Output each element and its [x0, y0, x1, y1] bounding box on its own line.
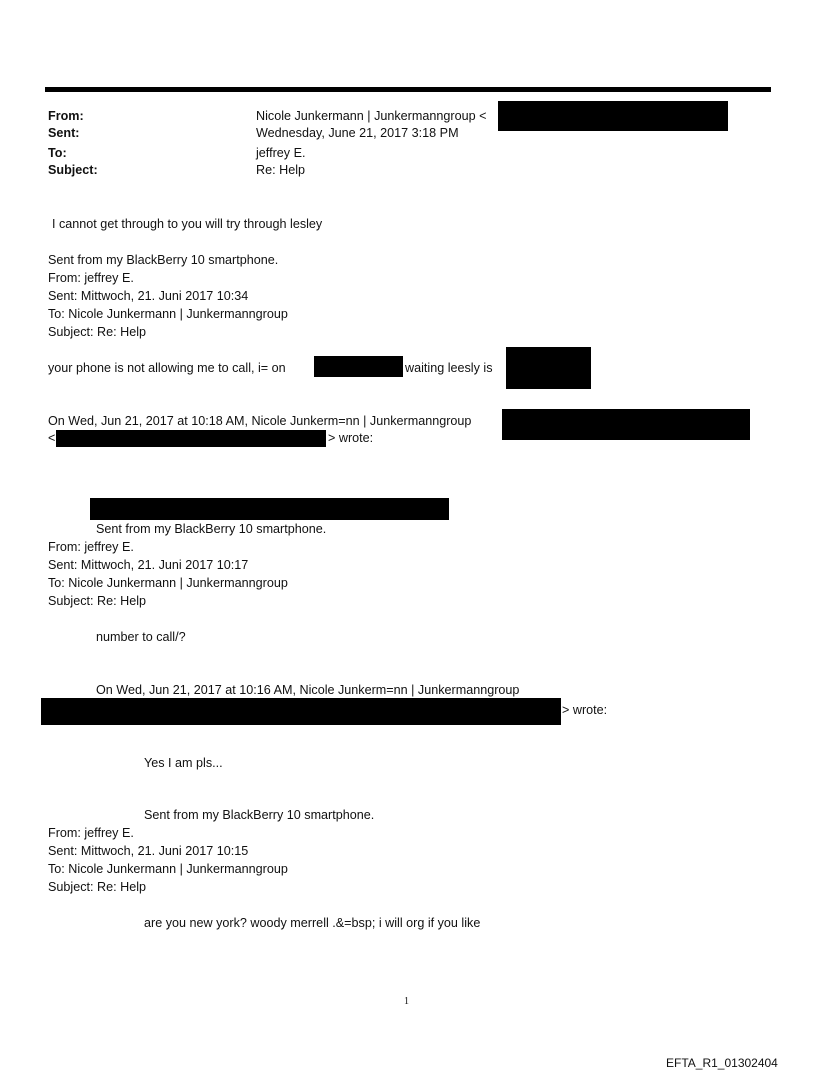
redaction-phone-1: [314, 356, 403, 377]
q3-from: From: jeffrey E.: [48, 826, 134, 840]
redaction-email-2: [56, 430, 326, 447]
q2-message: number to call/?: [96, 630, 186, 644]
body-line-1: I cannot get through to you will try through lesley: [52, 217, 323, 231]
q2-from: From: jeffrey E.: [48, 540, 134, 554]
redaction-phone-2: [506, 347, 591, 389]
sent-label: Sent:: [48, 126, 80, 140]
q2-subject: Subject: Re: Help: [48, 594, 147, 608]
document-id: EFTA_R1_01302404: [666, 1056, 778, 1070]
subject-value: Re: Help: [256, 163, 305, 177]
q1-on-wrote-line: On Wed, Jun 21, 2017 at 10:18 AM, Nicole Junkerm=nn | Junkermanngroup: [48, 414, 472, 428]
q1-subject: Subject: Re: Help: [48, 325, 147, 339]
q3-message: Yes I am pls...: [144, 756, 223, 770]
q3-to: To: Nicole Junkermann | Junkermanngroup: [48, 862, 288, 876]
redaction-from-email: [498, 101, 728, 131]
page-number: 1: [404, 996, 409, 1007]
redaction-quoted-line: [90, 498, 449, 520]
to-value: jeffrey E.: [256, 146, 306, 160]
q1-on-wrote-close: > wrote:: [328, 431, 374, 445]
sent-value: Wednesday, June 21, 2017 3:18 PM: [256, 126, 459, 140]
q2-on-wrote-close: > wrote:: [562, 703, 608, 717]
q1-to: To: Nicole Junkermann | Junkermanngroup: [48, 307, 288, 321]
redaction-email-3: [41, 698, 561, 725]
to-label: To:: [48, 146, 67, 160]
q3-subject: Subject: Re: Help: [48, 880, 147, 894]
q1-on-wrote-open: <: [48, 431, 56, 445]
q1-sent-from: Sent from my BlackBerry 10 smartphone.: [48, 253, 279, 267]
q1-message-part-b: waiting leesly is: [405, 361, 493, 375]
header-rule: [45, 87, 771, 92]
q2-sent-from: Sent from my BlackBerry 10 smartphone.: [96, 522, 327, 536]
q3-sent: Sent: Mittwoch, 21. Juni 2017 10:15: [48, 844, 249, 858]
q2-to: To: Nicole Junkermann | Junkermanngroup: [48, 576, 288, 590]
q1-message-part-a: your phone is not allowing me to call, i= on: [48, 361, 286, 375]
q2-on-wrote-line: On Wed, Jun 21, 2017 at 10:16 AM, Nicole Junkerm=nn | Junkermanngroup: [96, 683, 520, 697]
from-value: Nicole Junkermann | Junkermanngroup <: [256, 109, 487, 123]
q2-sent: Sent: Mittwoch, 21. Juni 2017 10:17: [48, 558, 249, 572]
q1-from: From: jeffrey E.: [48, 271, 134, 285]
q3-sent-from: Sent from my BlackBerry 10 smartphone.: [144, 808, 375, 822]
from-label: From:: [48, 109, 84, 123]
q1-sent: Sent: Mittwoch, 21. Juni 2017 10:34: [48, 289, 249, 303]
q3-message-2: are you new york? woody merrell .&=bsp; i will org if you like: [144, 916, 481, 930]
subject-label: Subject:: [48, 163, 98, 177]
redaction-email-1: [502, 409, 750, 440]
